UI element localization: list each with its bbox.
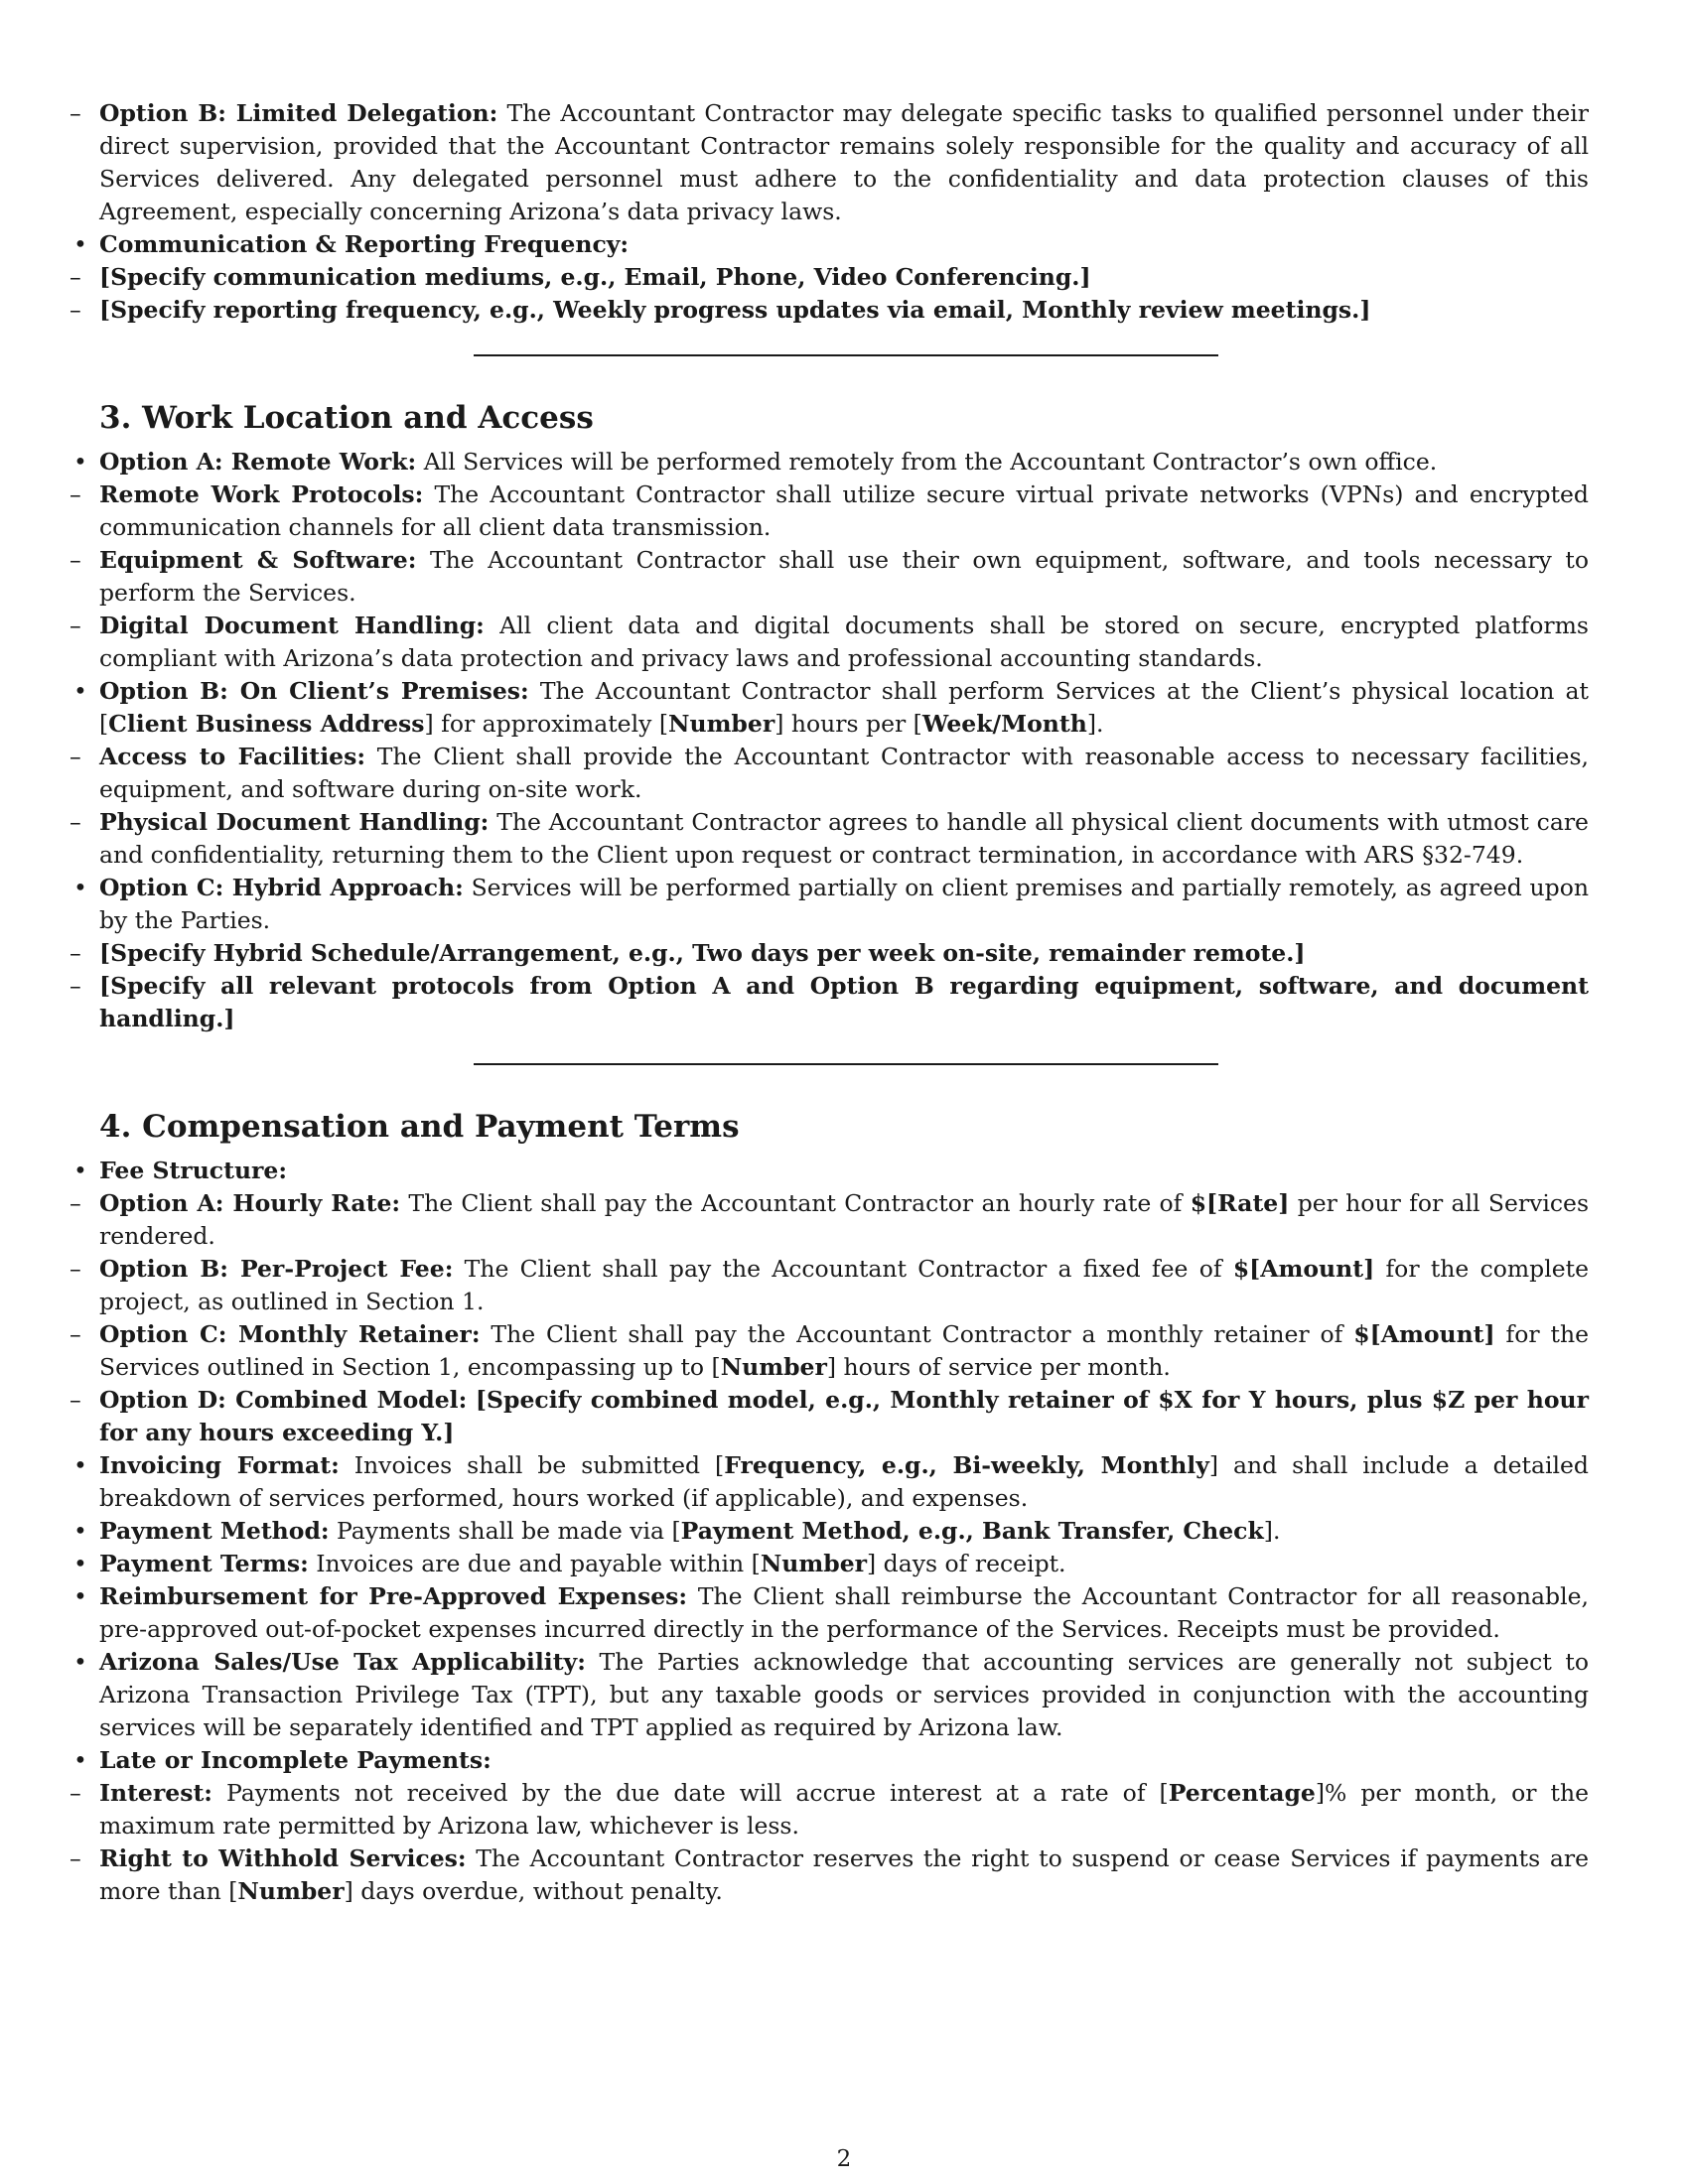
- text: ]% per month, or the maximum rate permitted by Arizona law, whichever is less.: [99, 1779, 1589, 1840]
- sub-label: Access to Facilities:: [99, 743, 366, 770]
- sub-label: Interest:: [99, 1779, 212, 1807]
- sub-text: All client data and digital documents shall be stored on secure, encrypted platforms compliant with Arizona’s data protection and privacy laws and professional accounting standards.: [99, 612, 1589, 672]
- text: The Accountant Contractor shall perform Services at the Client’s physical location at [: [99, 677, 1589, 738]
- option-c-label: Option C: Hybrid Approach:: [99, 874, 464, 901]
- option-c-hybrid: [73, 872, 1589, 937]
- text: The Client shall reimburse the Accountant Contractor for all reasonable, pre-approved out-of-pocket expenses incurred directly in the performance of the Services. Receipts must be provided.: [99, 1582, 1589, 1643]
- text: Payments not received by the due date will accrue interest at a rate of [: [225, 1779, 1169, 1807]
- item-label: Reimbursement for Pre-Approved Expenses:: [99, 1582, 688, 1610]
- bullet-marker: •: [73, 874, 87, 901]
- late-payments: [73, 1744, 1589, 1777]
- text: ].: [1086, 710, 1104, 738]
- fee-structure: [73, 1155, 1589, 1187]
- access-to-facilities: [70, 741, 1589, 806]
- sub-label: Option B: Per-Project Fee:: [99, 1255, 454, 1283]
- dash-marker: –: [70, 99, 81, 127]
- sub-text: [Specify Hybrid Schedule/Arrangement, e.g., Two days per week on-site, remainder remote.]: [99, 939, 1306, 967]
- reporting-frequency: [Specify reporting frequency, e.g., Weekly progress updates via email, Monthly review meetings.]: [99, 296, 1371, 324]
- page-number: 2: [836, 2146, 852, 2172]
- page-content: [70, 97, 1590, 1908]
- sub-label: Right to Withhold Services:: [99, 1844, 467, 1872]
- sub-label: Option D: Combined Model:: [99, 1386, 468, 1414]
- dash-marker: –: [70, 939, 81, 967]
- text: per hour for all Services rendered.: [99, 1189, 1590, 1250]
- communication-sub-1: [70, 261, 1589, 294]
- item-label: Payment Terms:: [99, 1550, 309, 1577]
- placeholder-number: Number: [668, 710, 775, 738]
- fee-option-d: [70, 1384, 1589, 1449]
- bullet-marker: •: [73, 1746, 87, 1774]
- placeholder-period: Week/Month: [921, 710, 1087, 738]
- sub-label: Physical Document Handling:: [99, 808, 490, 836]
- text: ] and shall include a detailed breakdown of services performed, hours worked (if applicable), and expenses.: [99, 1451, 1589, 1512]
- text: ] hours per [: [774, 710, 922, 738]
- communication-item: [73, 228, 1589, 261]
- text: ].: [1263, 1517, 1281, 1545]
- hybrid-protocols: [70, 970, 1589, 1035]
- equipment-software: [70, 544, 1589, 610]
- dash-marker: –: [70, 1320, 81, 1348]
- communication-label: Communication & Reporting Frequency:: [99, 230, 630, 258]
- bullet-marker: •: [73, 1451, 87, 1479]
- dash-marker: –: [70, 1255, 81, 1283]
- option-b-delegation: [70, 97, 1589, 228]
- fee-option-c: [70, 1318, 1589, 1384]
- digital-document-handling: [70, 610, 1589, 675]
- bullet-marker: •: [73, 230, 87, 258]
- payment-method: [73, 1515, 1589, 1548]
- text: for the Services outlined in Section 1, encompassing up to [: [99, 1320, 1589, 1381]
- communication-sub-2: [70, 294, 1589, 327]
- item-label: Payment Method:: [99, 1517, 330, 1545]
- placeholder-amount: $[Amount]: [1353, 1320, 1495, 1348]
- bullet-marker: •: [73, 677, 87, 705]
- placeholder-number: Number: [720, 1353, 827, 1381]
- placeholder-percentage: Percentage: [1168, 1779, 1316, 1807]
- text: ] for approximately [: [424, 710, 668, 738]
- option-b-text: The Accountant Contractor may delegate specific tasks to qualified personnel under their direct supervision, provided that the Accountant Contractor remains solely responsible for the quality and accuracy of all Services delivered. Any delegated personnel must adhere to the confidentiality and data protection clauses of this Agreement, especially concerning Arizona’s data privacy laws.: [99, 99, 1589, 225]
- bullet-marker: •: [73, 1648, 87, 1676]
- sub-text: [Specify all relevant protocols from Option A and Option B regarding equipment, software, and document handling.]: [99, 972, 1589, 1032]
- option-b-premises: [73, 675, 1589, 741]
- text: The Client shall pay the Accountant Contractor an hourly rate of: [408, 1189, 1191, 1217]
- dash-marker: –: [70, 1779, 81, 1807]
- text: The Client shall pay the Accountant Contractor a monthly retainer of: [491, 1320, 1354, 1348]
- withhold-services: [70, 1843, 1589, 1908]
- placeholder-frequency: Frequency, e.g., Bi-weekly, Monthly: [724, 1451, 1209, 1479]
- text: Invoices are due and payable within [: [316, 1550, 761, 1577]
- option-c-text: Services will be performed partially on client premises and partially remotely, as agreed upon by the Parties.: [99, 874, 1589, 934]
- placeholder-amount: $[Amount]: [1232, 1255, 1375, 1283]
- sub-text: The Client shall provide the Accountant Contractor with reasonable access to necessary facilities, equipment, and software during on-site work.: [99, 743, 1589, 803]
- sub-text: The Accountant Contractor shall utilize secure virtual private networks (VPNs) and encrypted communication channels for all client data transmission.: [99, 480, 1589, 541]
- item-label: Arizona Sales/Use Tax Applicability:: [99, 1648, 586, 1676]
- placeholder-method: Payment Method, e.g., Bank Transfer, Check: [680, 1517, 1264, 1545]
- option-b-label: Option B: Limited Delegation:: [99, 99, 498, 127]
- dash-marker: –: [70, 480, 81, 508]
- invoicing-format: [73, 1449, 1589, 1515]
- dash-marker: –: [70, 1844, 81, 1872]
- option-a-text: All Services will be performed remotely from the Accountant Contractor’s own office.: [423, 448, 1438, 476]
- placeholder-number: Number: [760, 1550, 868, 1577]
- placeholder-rate: $[Rate]: [1190, 1189, 1290, 1217]
- text: The Client shall pay the Accountant Contractor a fixed fee of: [464, 1255, 1233, 1283]
- dash-marker: –: [70, 263, 81, 291]
- dash-marker: –: [70, 1189, 81, 1217]
- bullet-marker: •: [73, 1157, 87, 1184]
- bullet-marker: •: [73, 1550, 87, 1577]
- placeholder-number: Number: [237, 1877, 345, 1905]
- item-label: Invoicing Format:: [99, 1451, 340, 1479]
- bullet-marker: •: [73, 1517, 87, 1545]
- sub-text: The Accountant Contractor shall use their own equipment, software, and tools necessary to perform the Services.: [99, 546, 1589, 607]
- payment-terms: [73, 1548, 1589, 1580]
- text: Invoices shall be submitted [: [353, 1451, 725, 1479]
- dash-marker: –: [70, 612, 81, 639]
- option-b-premises-label: Option B: On Client’s Premises:: [99, 677, 529, 705]
- text: ] days overdue, without penalty.: [344, 1877, 723, 1905]
- fee-option-b: [70, 1253, 1589, 1318]
- communication-mediums: [Specify communication mediums, e.g., Email, Phone, Video Conferencing.]: [99, 263, 1091, 291]
- sub-label: Option A: Hourly Rate:: [99, 1189, 401, 1217]
- sub-text: The Accountant Contractor agrees to handle all physical client documents with utmost care and confidentiality, returning them to the Client upon request or contract termination, in accordance with ARS §32-749.: [99, 808, 1589, 869]
- section-4-heading: 4. Compensation and Payment Terms: [99, 1109, 740, 1145]
- dash-marker: –: [70, 743, 81, 770]
- dash-marker: –: [70, 808, 81, 836]
- dash-marker: –: [70, 972, 81, 1000]
- option-a-remote: [73, 446, 1589, 478]
- text: for the complete project, as outlined in Section 1.: [99, 1255, 1589, 1315]
- reimbursement: [73, 1580, 1589, 1646]
- option-a-label: Option A: Remote Work:: [99, 448, 417, 476]
- text: Payments shall be made via [: [337, 1517, 681, 1545]
- remote-protocols: [70, 478, 1589, 544]
- dash-marker: –: [70, 1386, 81, 1414]
- text: ] days of receipt.: [867, 1550, 1066, 1577]
- fee-option-a: [70, 1187, 1590, 1253]
- sub-label: Option C: Monthly Retainer:: [99, 1320, 481, 1348]
- item-label: Late or Incomplete Payments:: [99, 1746, 492, 1774]
- text: The Accountant Contractor reserves the right to suspend or cease Services if payments are more than [: [99, 1844, 1589, 1905]
- dash-marker: –: [70, 296, 81, 324]
- interest: [70, 1777, 1589, 1843]
- hybrid-schedule: [70, 937, 1589, 970]
- physical-document-handling: [70, 806, 1589, 872]
- sub-label: Digital Document Handling:: [99, 612, 485, 639]
- dash-marker: –: [70, 546, 81, 574]
- section-3-heading: 3. Work Location and Access: [99, 400, 594, 436]
- text: ] hours of service per month.: [826, 1353, 1171, 1381]
- placeholder-address: Client Business Address: [108, 710, 425, 738]
- sub-label: Equipment & Software:: [99, 546, 417, 574]
- bullet-marker: •: [73, 448, 87, 476]
- fee-structure-label: Fee Structure:: [99, 1157, 288, 1184]
- text: The Parties acknowledge that accounting services are generally not subject to Arizona Transaction Privilege Tax (TPT), but any taxable goods or services provided in conjunction with the accounting services will be separately identified and TPT applied as required by Arizona law.: [99, 1648, 1589, 1741]
- placeholder-combined-model: [Specify combined model, e.g., Monthly retainer of $X for Y hours, plus $Z per hour for any hours exceeding Y.]: [99, 1386, 1589, 1446]
- bullet-marker: •: [73, 1582, 87, 1610]
- tax-applicability: [73, 1646, 1589, 1744]
- sub-label: Remote Work Protocols:: [99, 480, 424, 508]
